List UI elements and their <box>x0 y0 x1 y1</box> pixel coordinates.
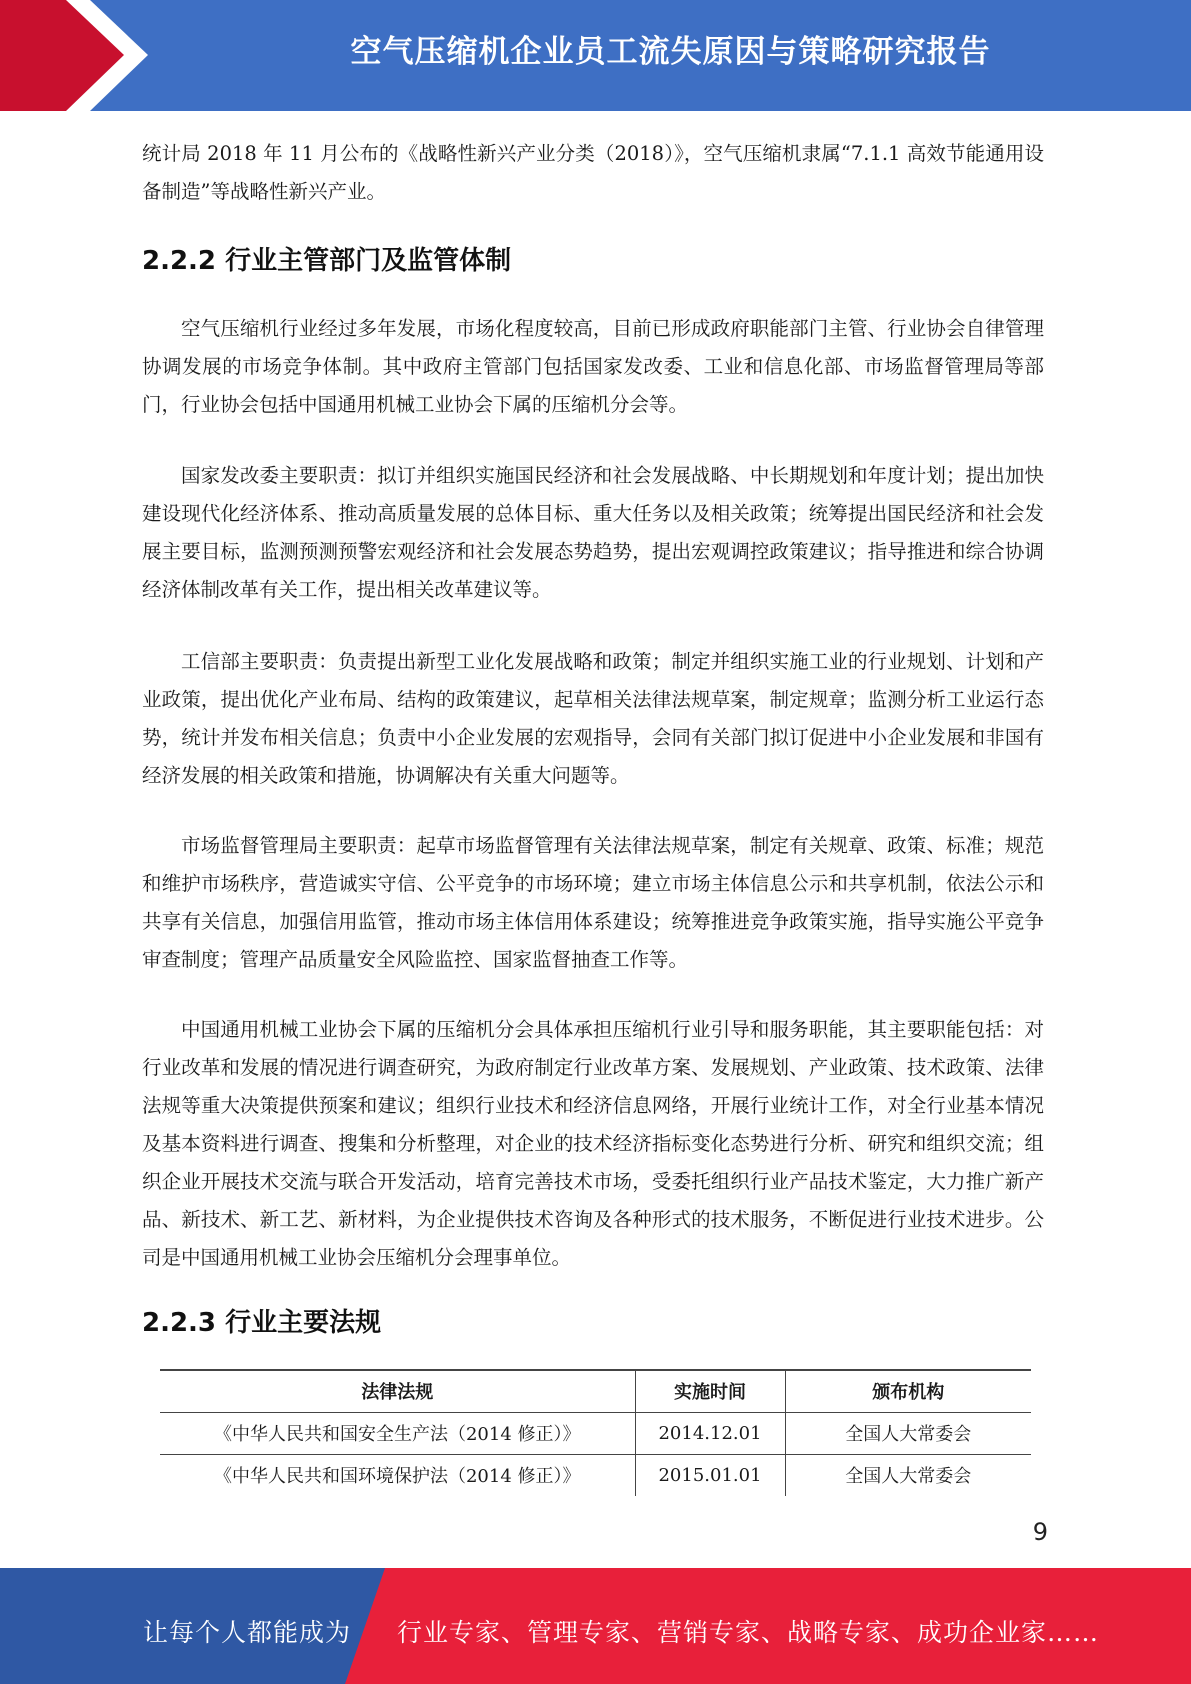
column-header-law: 法律法规 <box>160 1370 635 1412</box>
section-heading-2-2-2: 2.2.2 行业主管部门及监管体制 <box>142 246 512 276</box>
paragraph-samr-duties: 市场监督管理局主要职责：起草市场监督管理有关法律法规草案，制定有关规章、政策、标准；规范和维护市场秩序，营造诚实守信、公平竞争的市场环境；建立市场主体信息公示和共享机制，依法公示和共享有关信息，加强信用监管，推动市场主体信用体系建设；统筹推进竞争政策实施，指导实施公平竞争审查制度；管理产品质量安全风险监控、国家监督抽查工作等。 <box>142 834 1044 971</box>
footer-slogan-left: 让每个人都能成为 <box>143 1618 352 1647</box>
cell-issuer: 全国人大常委会 <box>785 1412 1031 1454</box>
paragraph-regulation-overview: 空气压缩机行业经过多年发展，市场化程度较高，目前已形成政府职能部门主管、行业协会自律管理协调发展的市场竞争体制。其中政府主管部门包括国家发改委、工业和信息化部、市场监督管理局等部门，行业协会包括中国通用机械工业协会下属的压缩机分会等。 <box>142 317 1044 416</box>
paragraph-compressor-association: 中国通用机械工业协会下属的压缩机分会具体承担压缩机行业引导和服务职能，其主要职能包括：对行业改革和发展的情况进行调查研究，为政府制定行业改革方案、发展规划、产业政策、技术政策、法律法规等重大决策提供预案和建议；组织行业技术和经济信息网络，开展行业统计工作，对全行业基本情况及基本资料进行调查、搜集和分析整理，对企业的技术经济指标变化态势进行分析、研究和组织交流；组织企业开展技术交流与联合开发活动，培育完善技术市场，受委托组织行业产品技术鉴定，大力推广新产品、新技术、新工艺、新材料，为企业提供技术咨询及各种形式的技术服务，不断促进行业技术进步。公司是中国通用机械工业协会压缩机分会理事单位。 <box>142 1018 1044 1269</box>
regulations-table <box>160 1369 1031 1496</box>
paragraph-ndrc-duties: 国家发改委主要职责：拟订并组织实施国民经济和社会发展战略、中长期规划和年度计划；提出加快建设现代化经济体系、推动高质量发展的总体目标、重大任务以及相关政策；统筹提出国民经济和社会发展主要目标，监测预测预警宏观经济和社会发展态势趋势，提出宏观调控政策建议；指导推进和综合协调经济体制改革有关工作，提出相关改革建议等。 <box>142 464 1044 601</box>
footer-banner <box>0 1568 1191 1684</box>
intro-paragraph: 统计局 2018 年 11 月公布的《战略性新兴产业分类（2018）》，空气压缩机隶属“7.1.1 高效节能通用设备制造”等战略性新兴产业。 <box>142 142 1044 203</box>
cell-effective-date: 2014.12.01 <box>635 1412 785 1454</box>
cell-law: 《中华人民共和国安全生产法（2014 修正）》 <box>160 1412 635 1454</box>
cell-effective-date: 2015.01.01 <box>635 1454 785 1496</box>
footer-slogan-right: 行业专家、管理专家、营销专家、战略专家、成功企业家…… <box>397 1618 1100 1647</box>
paragraph-miit-duties: 工信部主要职责：负责提出新型工业化发展战略和政策；制定并组织实施工业的行业规划、计划和产业政策，提出优化产业布局、结构的政策建议，起草相关法律法规草案，制定规章；监测分析工业运行态势，统计并发布相关信息；负责中小企业发展的宏观指导，会同有关部门拟订促进中小企业发展和非国有经济发展的相关政策和措施，协调解决有关重大问题等。 <box>142 650 1044 787</box>
table-row <box>160 1454 1031 1496</box>
cell-law: 《中华人民共和国环境保护法（2014 修正）》 <box>213 1466 581 1488</box>
page-number: 9 <box>1032 1518 1048 1546</box>
cell-issuer: 全国人大常委会 <box>845 1466 972 1488</box>
table-row <box>160 1412 1031 1454</box>
section-heading-2-2-3: 2.2.3 行业主要法规 <box>142 1308 382 1338</box>
column-header-effective-date: 实施时间 <box>635 1370 785 1412</box>
column-header-issuer: 颁布机构 <box>785 1370 1031 1412</box>
table-header-row <box>160 1370 1031 1412</box>
header-banner <box>0 0 1191 111</box>
report-title: 空气压缩机企业员工流失原因与策略研究报告 <box>350 34 991 70</box>
